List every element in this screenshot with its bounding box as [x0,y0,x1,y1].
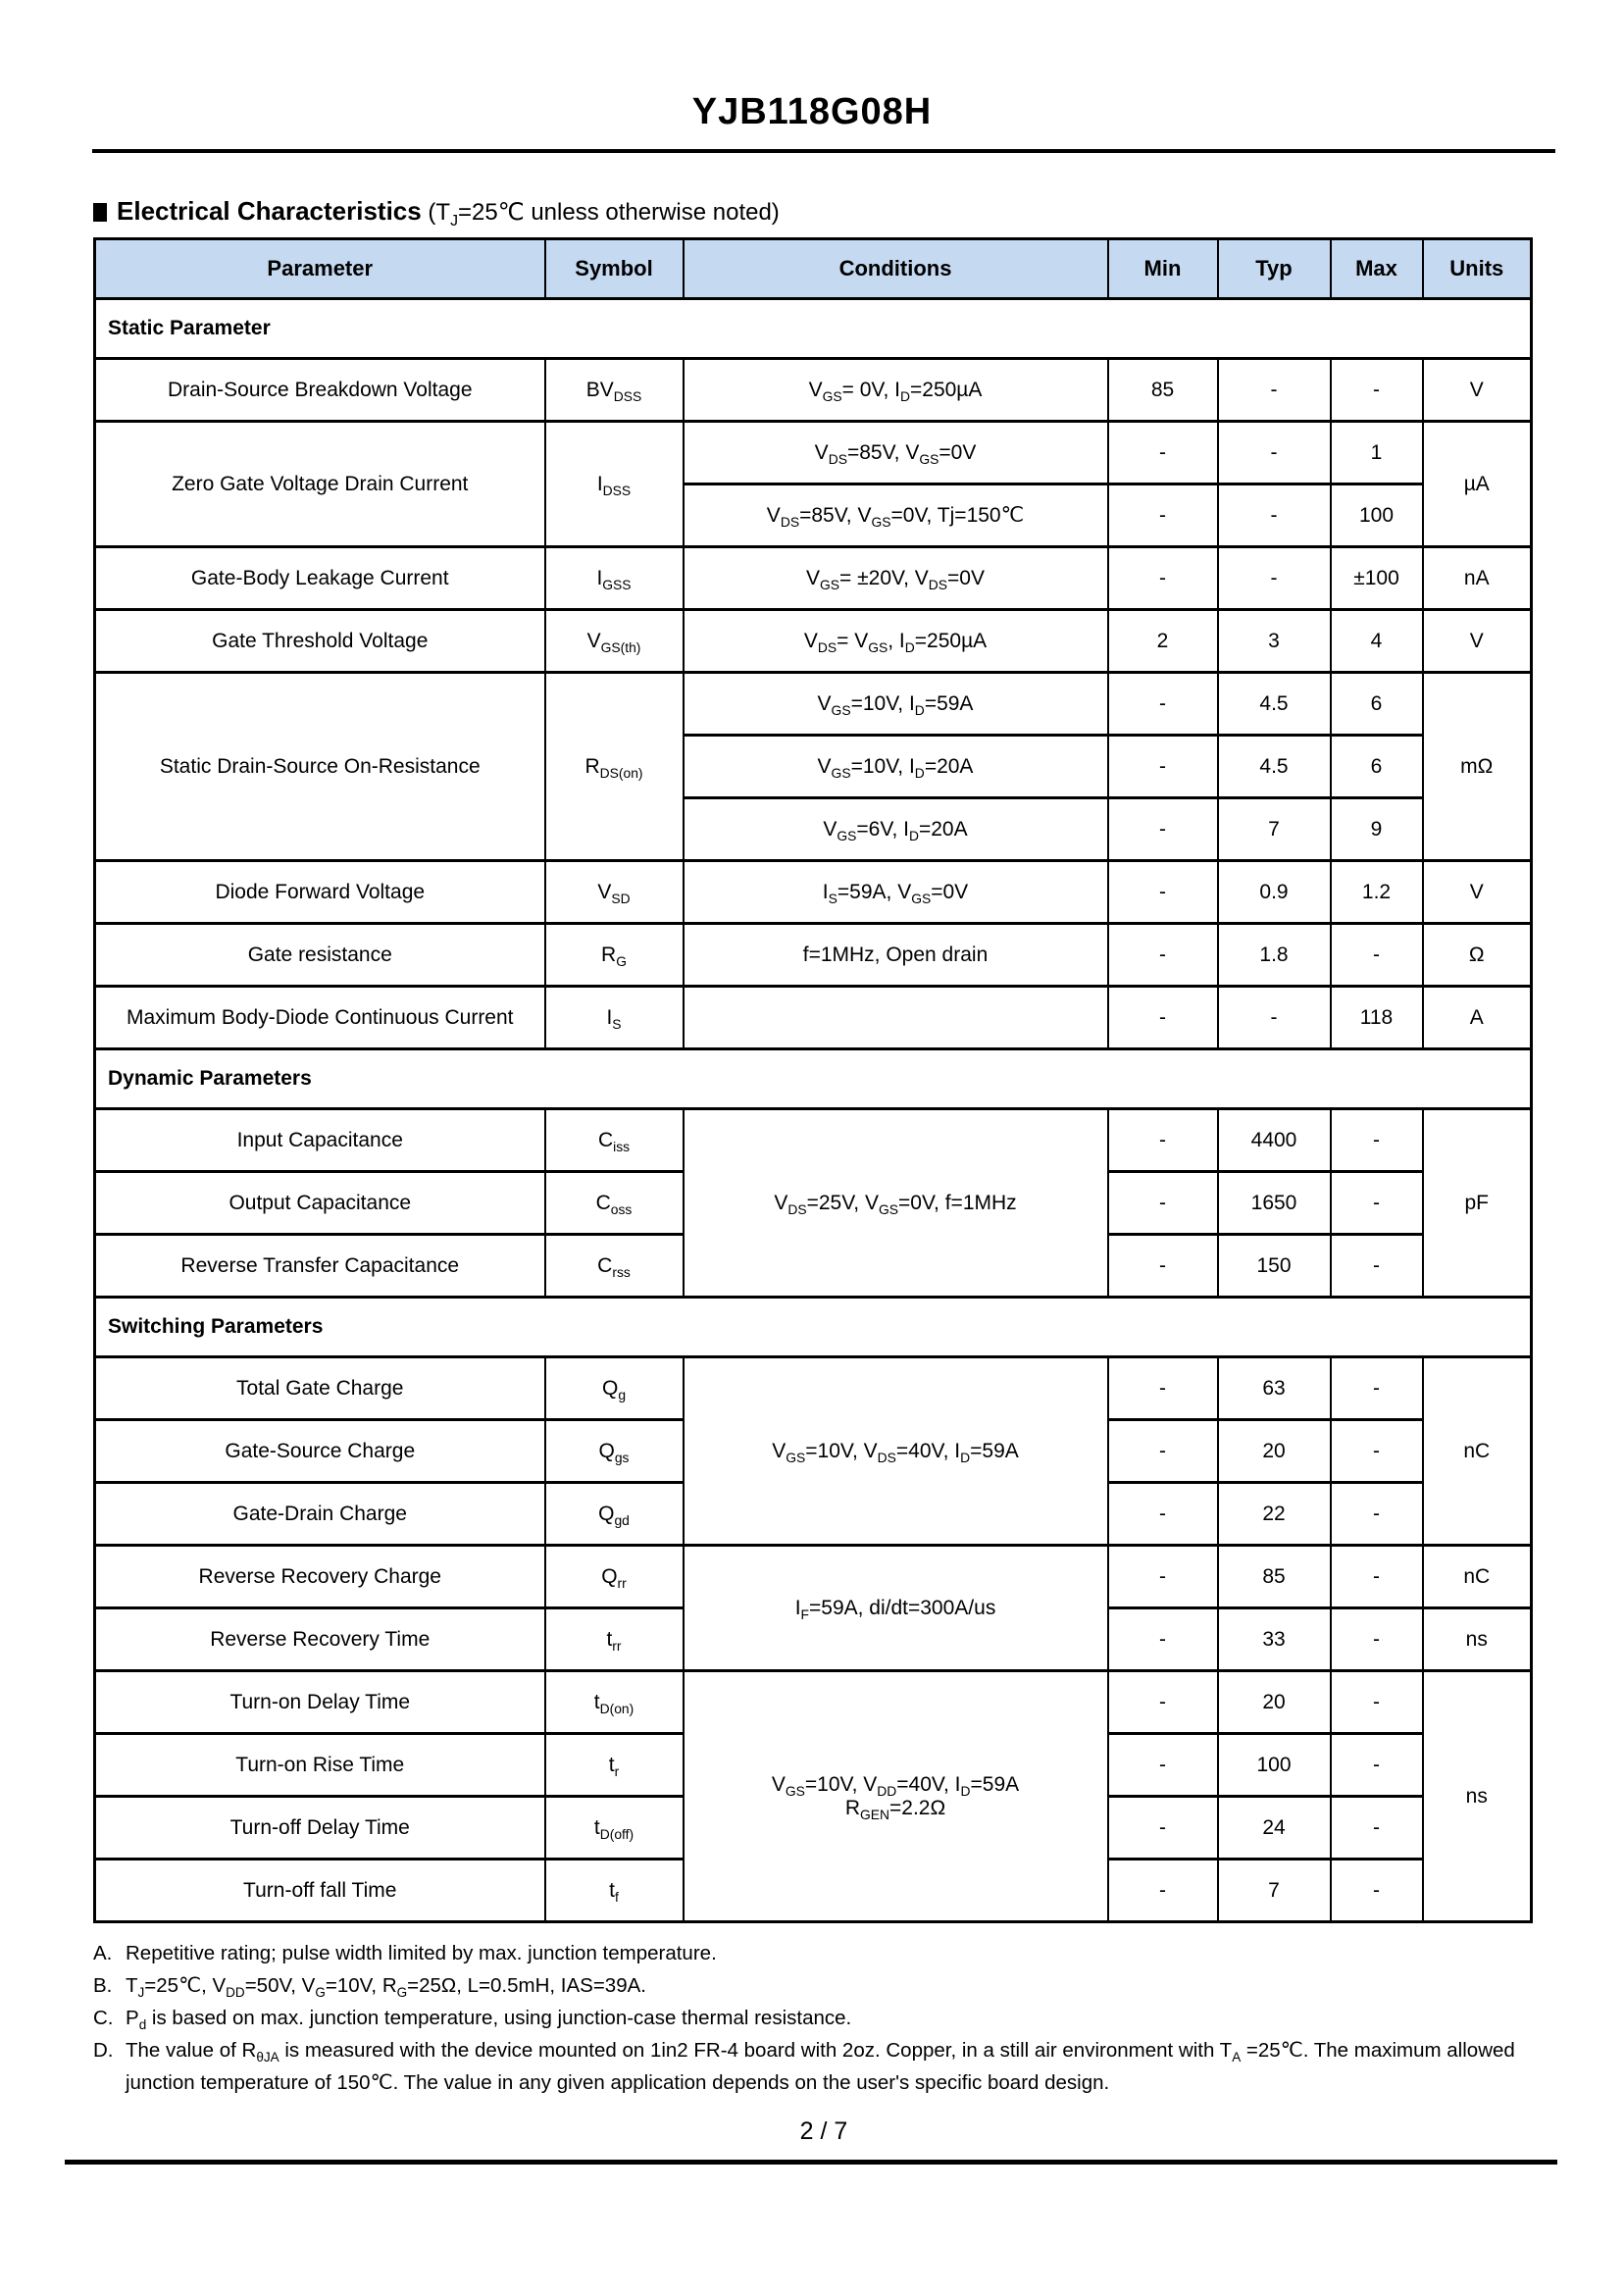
table-cell: 3 [1218,610,1331,673]
table-row [95,422,1532,484]
table-cell: $V_{DS}=85V$, $V_{GS}=0V$ [684,422,1108,484]
parameter-cell: Turn-on Rise Time [95,1734,545,1797]
table-cell: V [1423,861,1532,924]
page-number: 2 / 7 [799,2117,848,2145]
parameter-cell: Reverse Transfer Capacitance [95,1235,545,1298]
table-cell: - [1218,547,1331,610]
column-header-symbol: Symbol [545,239,684,299]
table-cell: - [1108,798,1218,861]
table-cell: - [1331,1671,1423,1734]
table-row [95,987,1532,1049]
table-cell: $Q_{gd}$ [545,1483,684,1546]
table-cell: µA [1423,422,1532,547]
parameter-cell: Gate-Source Charge [95,1420,545,1483]
footnote-text: $T_J=25℃$, $V_{DD}=50V$, $V_G=10V$, $R_G=25\Omega$, L=0.5mH, IAS=39A. [126,1974,646,2001]
parameter-cell: Static Drain-Source On-Resistance [95,673,545,861]
table-cell: - [1108,1860,1218,1922]
section-row [95,1049,1532,1109]
table-cell: $t_{D(on)}$ [545,1671,684,1734]
table-cell: $V_{DS}= V_{GS}$, $I_D=250\mu A$ [684,610,1108,673]
footnote-label: B. [93,1974,113,1997]
table-cell: mΩ [1423,673,1532,861]
table-cell: $V_{GS}= 0V$, $I_D=250\mu A$ [684,359,1108,422]
table-cell: - [1331,1357,1423,1420]
footnote [93,2034,1624,2099]
table-row [95,1109,1532,1172]
table-cell: $I_{GSS}$ [545,547,684,610]
parameter-cell: Diode Forward Voltage [95,861,545,924]
table-cell: - [1218,484,1331,547]
column-header-units: Units [1423,239,1532,299]
table-cell: 9 [1331,798,1423,861]
table-cell: nC [1423,1546,1532,1608]
table-cell: 22 [1218,1483,1331,1546]
table-row [95,1357,1532,1420]
table-cell: - [1331,1420,1423,1483]
footnote-text: The value of $R_{\theta JA}$ is measured with the device mounted on 1in2 FR-4 board with 2oz. Copper, in a still air environment with $T_A$ =25℃. The maximum allowed junction temperature of 150℃. The value in any given application depends on the user's specific board design. [126,2039,1515,2094]
table-cell: $V_{GS}= \pm 20V$, $V_{DS}=0V$ [684,547,1108,610]
parameter-cell: Turn-on Delay Time [95,1671,545,1734]
table-cell: - [1218,422,1331,484]
parameter-cell: Gate resistance [95,924,545,987]
section-heading-condition: ($T_J=25℃$ unless otherwise noted) [421,199,780,229]
parameter-cell: Maximum Body-Diode Continuous Current [95,987,545,1049]
table-cell: $Q_{gs}$ [545,1420,684,1483]
table-cell: - [1331,1172,1423,1235]
table-cell: 4.5 [1218,736,1331,798]
table-cell: 63 [1218,1357,1331,1420]
column-header-max: Max [1331,239,1423,299]
parameter-cell: Drain-Source Breakdown Voltage [95,359,545,422]
table-cell: 6 [1331,736,1423,798]
table-cell: $t_f$ [545,1860,684,1922]
parameter-cell: Output Capacitance [95,1172,545,1235]
table-cell: $V_{GS}=10V$, $I_D=20A$ [684,736,1108,798]
table-cell: - [1108,422,1218,484]
table-cell: 33 [1218,1608,1331,1671]
table-row [95,547,1532,610]
table-cell: ns [1423,1671,1532,1922]
table-cell: $V_{GS}=10V$, $I_D=59A$ [684,673,1108,736]
table-cell: $V_{DS}=85V$, $V_{GS}=0V$, Tj=150℃ [684,484,1108,547]
table-cell: 100 [1331,484,1423,547]
section-row [95,1298,1532,1357]
table-cell: $V_{SD}$ [545,861,684,924]
table-cell: 4.5 [1218,673,1331,736]
table-row [95,673,1532,736]
table-cell: - [1218,359,1331,422]
table-cell: Ω [1423,924,1532,987]
table-cell: 24 [1218,1797,1331,1860]
table-cell: - [1108,924,1218,987]
table-cell: $t_{D(off)}$ [545,1797,684,1860]
footnote-text: $P_d$ is based on max. junction temperature, using junction-case thermal resistance. [126,2007,852,2033]
table-cell: 4400 [1218,1109,1331,1172]
parameter-cell: Gate Threshold Voltage [95,610,545,673]
section-heading-title: Electrical Characteristics [117,196,422,226]
table-cell: - [1331,1734,1423,1797]
table-row [95,359,1532,422]
table-cell: 1 [1331,422,1423,484]
footnote-label: C. [93,2007,114,2029]
table-cell: 150 [1218,1235,1331,1298]
footnote-label: A. [93,1942,113,1964]
table-cell: 20 [1218,1420,1331,1483]
parameter-cell: Gate-Body Leakage Current [95,547,545,610]
parameter-cell: Reverse Recovery Time [95,1608,545,1671]
section-label: Dynamic Parameters [95,1049,1532,1109]
table-cell: $t_r$ [545,1734,684,1797]
table-cell: - [1331,1860,1423,1922]
parameter-cell: Reverse Recovery Charge [95,1546,545,1608]
table-cell: 7 [1218,1860,1331,1922]
table-cell: - [1108,1483,1218,1546]
table-cell: 1650 [1218,1172,1331,1235]
table-header-row [95,239,1532,299]
table-cell: A [1423,987,1532,1049]
table-cell: - [1108,1546,1218,1608]
table-row [95,1546,1532,1608]
table-cell: $Q_g$ [545,1357,684,1420]
table-cell: $I_S=59A$, $V_{GS}=0V$ [684,861,1108,924]
parameter-cell: Zero Gate Voltage Drain Current [95,422,545,547]
table-cell: - [1108,1357,1218,1420]
table-cell: $I_{DSS}$ [545,422,684,547]
footnotes [93,1937,1624,2099]
table-cell: $C_{rss}$ [545,1235,684,1298]
footnote [93,1969,1624,2002]
footnote-text: Repetitive rating; pulse width limited by max. junction temperature. [126,1942,717,1964]
table-cell: - [1218,987,1331,1049]
column-header-conditions: Conditions [684,239,1108,299]
table-cell: $BV_{DSS}$ [545,359,684,422]
table-cell: nA [1423,547,1532,610]
table-cell: nC [1423,1357,1532,1546]
table-cell: - [1108,1608,1218,1671]
electrical-characteristics-table [93,237,1533,1923]
section-row [95,299,1532,359]
table-cell: $R_{DS(on)}$ [545,673,684,861]
bullet-square-icon [93,203,107,222]
section-heading [93,196,1624,228]
section-label: Switching Parameters [95,1298,1532,1357]
table-cell: $V_{GS}=6V$, $I_D=20A$ [684,798,1108,861]
table-row [95,1671,1532,1734]
table-cell: - [1108,1671,1218,1734]
table-cell: 100 [1218,1734,1331,1797]
table-cell: - [1108,736,1218,798]
table-cell: - [1331,924,1423,987]
table-cell: 1.2 [1331,861,1423,924]
table-cell: - [1331,1546,1423,1608]
table-cell: - [1108,1172,1218,1235]
column-header-typ: Typ [1218,239,1331,299]
table-cell: - [1108,1420,1218,1483]
table-cell: 85 [1218,1546,1331,1608]
section-label: Static Parameter [95,299,1532,359]
table-cell: ±100 [1331,547,1423,610]
table-cell: 85 [1108,359,1218,422]
table-cell: - [1108,987,1218,1049]
table-cell: 6 [1331,673,1423,736]
table-cell: $C_{iss}$ [545,1109,684,1172]
table-cell: - [1108,861,1218,924]
column-header-parameter: Parameter [95,239,545,299]
table-cell: 118 [1331,987,1423,1049]
table-cell: $I_F=59A$, di/dt=300A/us [684,1546,1108,1671]
table-cell: - [1108,484,1218,547]
table-row [95,610,1532,673]
footnote [93,1937,1624,1969]
page-title: YJB118G08H [691,91,933,132]
table-cell: $V_{GS(th)}$ [545,610,684,673]
parameter-cell: Gate-Drain Charge [95,1483,545,1546]
table-cell: 4 [1331,610,1423,673]
table-cell: ns [1423,1608,1532,1671]
table-cell: f=1MHz, Open drain [684,924,1108,987]
table-cell: V [1423,359,1532,422]
table-cell: 2 [1108,610,1218,673]
column-header-min: Min [1108,239,1218,299]
table-cell: - [1108,1797,1218,1860]
table-cell: pF [1423,1109,1532,1298]
table-row [95,861,1532,924]
table-cell: - [1331,1797,1423,1860]
table-cell: $V_{GS}=10V$, $V_{DD}=40V$, $I_D=59A$ $R_{GEN}=2.2\Omega$ [684,1671,1108,1922]
footnote-label: D. [93,2039,114,2062]
footer-rule [65,2160,1557,2165]
title-divider-rule [92,149,1555,153]
parameter-cell: Turn-off fall Time [95,1860,545,1922]
table-cell: - [1331,359,1423,422]
table-cell: 1.8 [1218,924,1331,987]
footnote [93,2002,1624,2034]
table-cell: - [1108,1109,1218,1172]
table-cell: 7 [1218,798,1331,861]
table-cell: $I_S$ [545,987,684,1049]
table-cell: - [1331,1483,1423,1546]
table-cell: - [1331,1235,1423,1298]
table-cell: V [1423,610,1532,673]
table-cell: $C_{oss}$ [545,1172,684,1235]
table-cell [684,987,1108,1049]
parameter-cell: Turn-off Delay Time [95,1797,545,1860]
parameter-cell: Total Gate Charge [95,1357,545,1420]
table-cell: - [1108,673,1218,736]
table-cell: $t_{rr}$ [545,1608,684,1671]
table-cell: 0.9 [1218,861,1331,924]
table-cell: $V_{GS}=10V$, $V_{DS}=40V$, $I_D=59A$ [684,1357,1108,1546]
table-cell: - [1108,1734,1218,1797]
table-cell: 20 [1218,1671,1331,1734]
table-cell: - [1108,547,1218,610]
table-cell: - [1331,1608,1423,1671]
table-cell: - [1108,1235,1218,1298]
table-row [95,924,1532,987]
table-cell: $R_G$ [545,924,684,987]
table-cell: $V_{DS}=25V$, $V_{GS}=0V$, f=1MHz [684,1109,1108,1298]
table-cell: - [1331,1109,1423,1172]
parameter-cell: Input Capacitance [95,1109,545,1172]
table-cell: $Q_{rr}$ [545,1546,684,1608]
